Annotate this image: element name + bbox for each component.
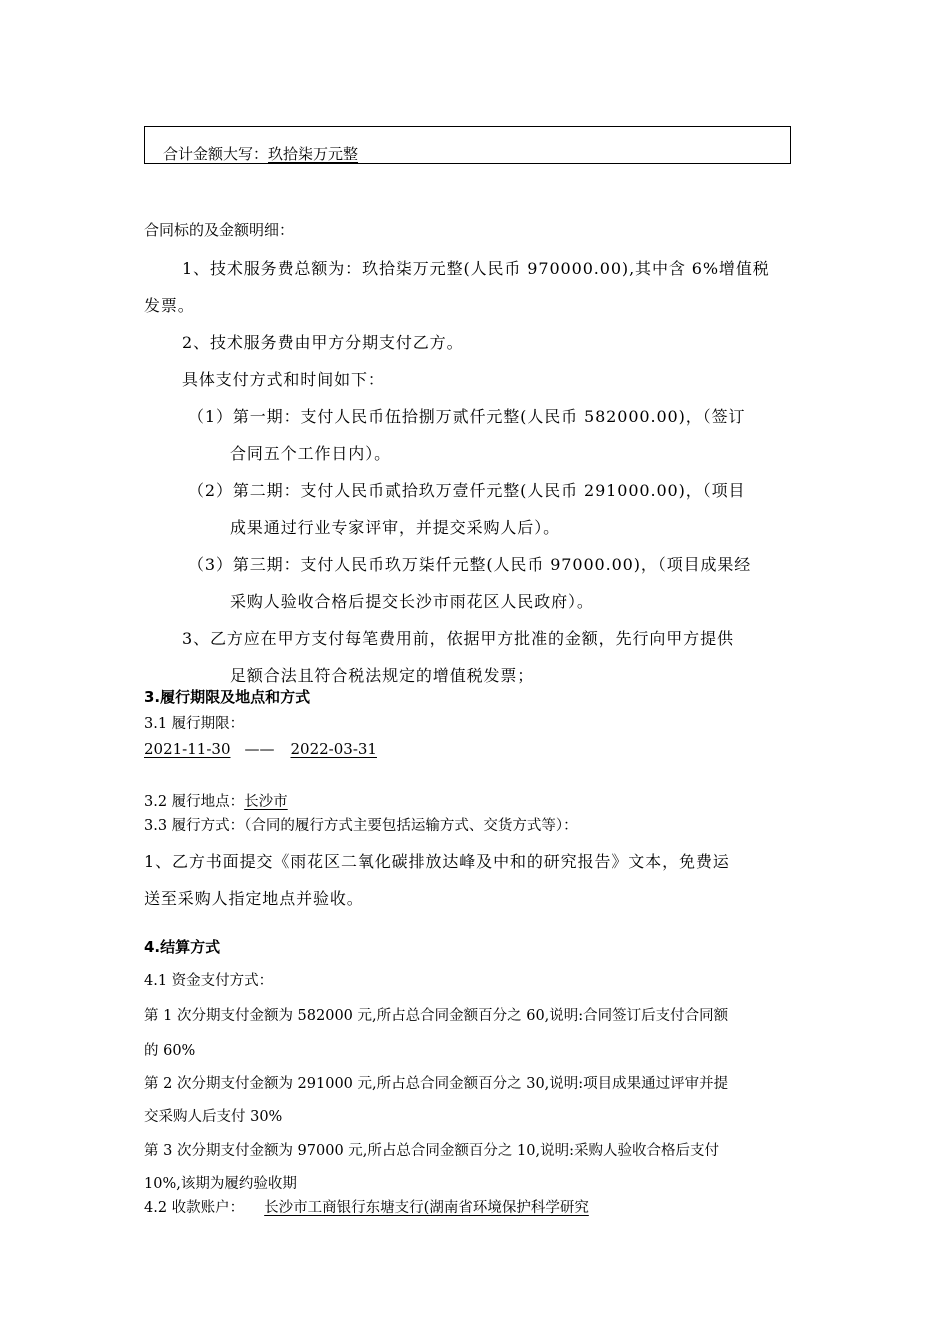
item3-line2: 足额合法且符合税法规定的增值税发票； <box>230 666 535 685</box>
pay1-line1: 第 1 次分期支付金额为 582000 元,所占总合同金额百分之 60,说明:合同签订后支付合同额 <box>144 1008 729 1024</box>
total-amount-line <box>163 143 358 164</box>
phase2-line1: （2）第二期：支付人民币贰拾玖万壹仟元整(人民币 291000.00)，（项目 <box>188 481 746 500</box>
phase2-line2: 成果通过行业专家评审，并提交采购人后）。 <box>230 518 561 537</box>
end-date: 2022-03-31 <box>290 740 377 758</box>
pay3-line1: 第 3 次分期支付金额为 97000 元,所占总合同金额百分之 10,说明:采购人验收合格后支付 <box>144 1143 719 1159</box>
pay1-line2: 的 60% <box>144 1043 196 1059</box>
phase3-line2: 采购人验收合格后提交长沙市雨花区人民政府）。 <box>230 592 594 611</box>
total-amount-label: 合计金额大写： <box>163 145 269 163</box>
funding-label: 4.1 资金支付方式： <box>144 973 274 989</box>
item3-line1: 3、乙方应在甲方支付每笔费用前，依据甲方批准的金额，先行向甲方提供 <box>182 629 734 648</box>
method-label: 3.3 履行方式：（合同的履行方式主要包括运输方式、交货方式等）： <box>144 818 578 834</box>
item1-line2: 发票。 <box>144 296 195 315</box>
phase1-line1: （1）第一期：支付人民币伍拾捌万贰仟元整(人民币 582000.00)，（签订 <box>188 407 746 426</box>
place-value: 长沙市 <box>244 794 288 810</box>
phase3-line1: （3）第三期：支付人民币玖万柒仟元整(人民币 97000.00)，（项目成果经 <box>188 555 752 574</box>
section4-heading: 4.结算方式 <box>144 938 221 956</box>
period-label: 3.1 履行期限： <box>144 716 245 732</box>
section3-heading: 3.履行期限及地点和方式 <box>144 688 311 706</box>
pay2-line1: 第 2 次分期支付金额为 291000 元,所占总合同金额百分之 30,说明:项目成果通过评审并提 <box>144 1076 729 1092</box>
place-line <box>144 790 288 811</box>
date-separator: —— <box>244 740 275 758</box>
period-dates <box>144 740 377 758</box>
item1-line1: 1、技术服务费总额为：玖拾柒万元整(人民币 970000.00),其中含 6%增值税 <box>182 259 770 278</box>
account-label: 4.2 收款账户： <box>144 1200 245 1216</box>
pay2-line2: 交采购人后支付 30% <box>144 1109 283 1125</box>
phase1-line2: 合同五个工作日内）。 <box>230 444 392 463</box>
account-line <box>144 1196 589 1217</box>
total-amount-box <box>144 126 791 164</box>
start-date: 2021-11-30 <box>144 740 231 758</box>
method-line2: 送至采购人指定地点并验收。 <box>144 889 364 908</box>
total-amount-value: 玖拾柒万元整 <box>268 145 359 163</box>
contract-subject-heading: 合同标的及金额明细： <box>144 221 295 239</box>
pay3-line2: 10%,该期为履约验收期 <box>144 1176 297 1192</box>
payment-intro: 具体支付方式和时间如下： <box>182 370 385 389</box>
place-label: 3.2 履行地点： <box>144 794 245 810</box>
account-value: 长沙市工商银行东塘支行(湖南省环境保护科学研究 <box>264 1200 589 1216</box>
item2: 2、技术服务费由甲方分期支付乙方。 <box>182 333 464 352</box>
method-line1: 1、乙方书面提交《雨花区二氧化碳排放达峰及中和的研究报告》文本，免费运 <box>144 852 730 871</box>
